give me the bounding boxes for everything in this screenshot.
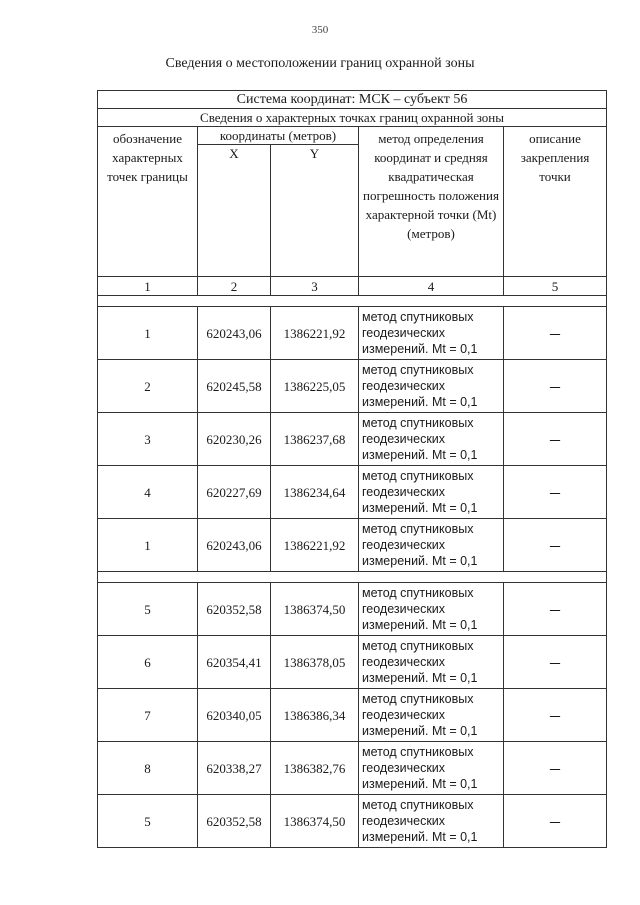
cell-point: 5 <box>98 583 198 636</box>
column-number: 5 <box>504 277 607 296</box>
cell-description: – <box>504 519 607 572</box>
cell-method: метод спутниковых геодезических измерений. Mt = 0,1 <box>359 413 504 466</box>
cell-method: метод спутниковых геодезических измерений. Mt = 0,1 <box>359 742 504 795</box>
cell-description: – <box>504 360 607 413</box>
table-row <box>98 307 607 360</box>
coord-system-caption: Система координат: МСК – субъект 56 <box>98 91 607 109</box>
column-number: 3 <box>271 277 359 296</box>
column-number: 1 <box>98 277 198 296</box>
cell-x: 620340,05 <box>198 689 271 742</box>
cell-x: 620352,58 <box>198 795 271 848</box>
header-description: описание закрепления точки <box>504 127 607 277</box>
cell-y: 1386221,92 <box>271 519 359 572</box>
cell-x: 620245,58 <box>198 360 271 413</box>
column-number: 4 <box>359 277 504 296</box>
cell-x: 620227,69 <box>198 466 271 519</box>
table-row <box>98 636 607 689</box>
cell-method: метод спутниковых геодезических измерений. Mt = 0,1 <box>359 519 504 572</box>
cell-y: 1386378,05 <box>271 636 359 689</box>
contour-separator <box>98 572 607 583</box>
cell-method: метод спутниковых геодезических измерений. Mt = 0,1 <box>359 466 504 519</box>
table-row <box>98 519 607 572</box>
cell-description: – <box>504 466 607 519</box>
cell-description: – <box>504 636 607 689</box>
header-designation: обозначение характерных точек границы <box>98 127 198 277</box>
table-caption: Сведения о характерных точках границ охранной зоны <box>98 109 607 127</box>
cell-method: метод спутниковых геодезических измерений. Mt = 0,1 <box>359 360 504 413</box>
cell-description: – <box>504 583 607 636</box>
separator-cell <box>98 296 607 307</box>
cell-x: 620352,58 <box>198 583 271 636</box>
cell-point: 3 <box>98 413 198 466</box>
contour-separator <box>98 296 607 307</box>
table-row <box>98 742 607 795</box>
cell-y: 1386382,76 <box>271 742 359 795</box>
cell-description: – <box>504 307 607 360</box>
table-row <box>98 689 607 742</box>
cell-x: 620354,41 <box>198 636 271 689</box>
cell-point: 8 <box>98 742 198 795</box>
cell-description: – <box>504 742 607 795</box>
header-method: метод определения координат и средняя квадратическая погрешность положения характерной точки (Mt) (метров) <box>359 127 504 277</box>
table-row <box>98 583 607 636</box>
cell-description: – <box>504 689 607 742</box>
cell-point: 2 <box>98 360 198 413</box>
cell-y: 1386234,64 <box>271 466 359 519</box>
cell-method: метод спутниковых геодезических измерений. Mt = 0,1 <box>359 636 504 689</box>
cell-x: 620230,26 <box>198 413 271 466</box>
page-title: Сведения о местоположении границ охранной зоны <box>165 56 475 71</box>
cell-point: 4 <box>98 466 198 519</box>
table-row <box>98 413 607 466</box>
cell-x: 620338,27 <box>198 742 271 795</box>
cell-description: – <box>504 413 607 466</box>
cell-y: 1386225,05 <box>271 360 359 413</box>
cell-point: 7 <box>98 689 198 742</box>
cell-method: метод спутниковых геодезических измерений. Mt = 0,1 <box>359 307 504 360</box>
cell-method: метод спутниковых геодезических измерений. Mt = 0,1 <box>359 583 504 636</box>
header-coordinates: координаты (метров) <box>198 127 359 145</box>
header-y: Y <box>271 145 359 277</box>
column-number: 2 <box>198 277 271 296</box>
cell-method: метод спутниковых геодезических измерений. Mt = 0,1 <box>359 689 504 742</box>
cell-point: 1 <box>98 307 198 360</box>
table-row <box>98 795 607 848</box>
header-x: X <box>198 145 271 277</box>
table-row <box>98 466 607 519</box>
cell-method: метод спутниковых геодезических измерений. Mt = 0,1 <box>359 795 504 848</box>
cell-y: 1386374,50 <box>271 583 359 636</box>
cell-x: 620243,06 <box>198 307 271 360</box>
cell-y: 1386386,34 <box>271 689 359 742</box>
cell-description: – <box>504 795 607 848</box>
cell-point: 5 <box>98 795 198 848</box>
table-row <box>98 360 607 413</box>
cell-point: 6 <box>98 636 198 689</box>
cell-x: 620243,06 <box>198 519 271 572</box>
cell-point: 1 <box>98 519 198 572</box>
cell-y: 1386221,92 <box>271 307 359 360</box>
separator-cell <box>98 572 607 583</box>
cell-y: 1386374,50 <box>271 795 359 848</box>
page-number: 350 <box>311 24 329 36</box>
coordinates-table <box>97 90 607 848</box>
cell-y: 1386237,68 <box>271 413 359 466</box>
